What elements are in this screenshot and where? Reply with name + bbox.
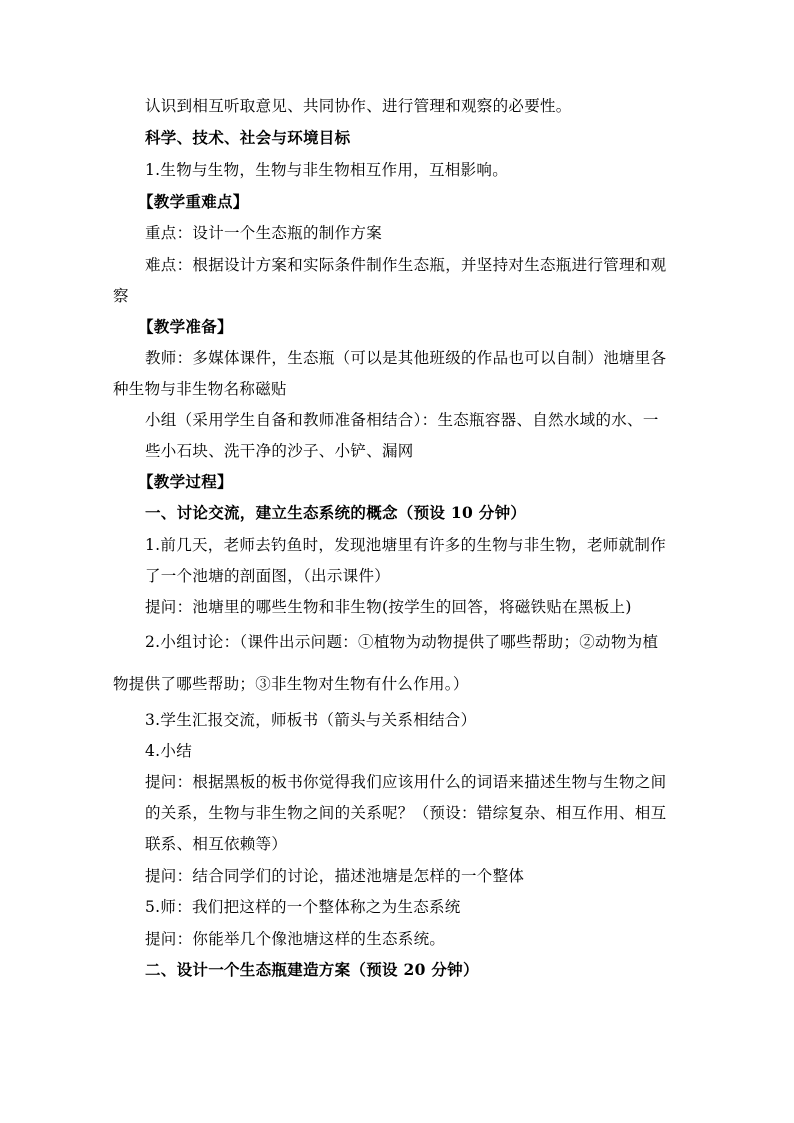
text-line: 物提供了哪些帮助；③非生物对生物有什么作用。） xyxy=(113,675,469,693)
text-line: 3.学生汇报交流，师板书（箭头与关系相结合） xyxy=(145,711,477,729)
text-line: 察 xyxy=(113,287,129,305)
text-line: 联系、相互依赖等） xyxy=(145,835,288,853)
section-heading: 二、设计一个生态瓶建造方案（预设 20 分钟） xyxy=(145,960,479,979)
section-heading: 科学、技术、社会与环境目标 xyxy=(145,128,351,147)
text-line: 小组（采用学生自备和教师准备相结合）：生态瓶容器、自然水域的水、一 xyxy=(145,411,659,429)
text-line: 提问：你能举几个像池塘这样的生态系统。 xyxy=(145,930,446,948)
text-line: 种生物与非生物名称磁贴 xyxy=(113,380,287,398)
text-line: 1.生物与生物，生物与非生物相互作用，互相影响。 xyxy=(145,161,508,179)
section-heading: 【教学准备】 xyxy=(138,317,233,336)
text-line: 难点：根据设计方案和实际条件制作生态瓶，并坚持对生态瓶进行管理和观 xyxy=(145,256,667,274)
section-heading: 【教学重难点】 xyxy=(138,192,249,211)
section-heading: 【教学过程】 xyxy=(138,472,233,491)
text-line: 了一个池塘的剖面图，（出示课件） xyxy=(145,567,391,585)
text-line: 重点：设计一个生态瓶的制作方案 xyxy=(145,224,383,242)
section-heading: 一、讨论交流，建立生态系统的概念（预设 10 分钟） xyxy=(145,503,527,522)
text-line: 教师：多媒体课件，生态瓶（可以是其他班级的作品也可以自制）池塘里各 xyxy=(145,349,667,367)
text-line: 4.小结 xyxy=(145,742,192,760)
text-line: 些小石块、洗干净的沙子、小铲、漏网 xyxy=(145,442,414,460)
text-line: 提问：结合同学们的讨论，描述池塘是怎样的一个整体 xyxy=(145,867,525,885)
text-line: 5.师：我们把这样的一个整体称之为生态系统 xyxy=(145,898,461,916)
text-line: 2.小组讨论：（课件出示问题：①植物为动物提供了哪些帮助；②动物为植 xyxy=(145,633,659,651)
text-line: 提问：池塘里的哪些生物和非生物(按学生的回答，将磁铁贴在黑板上) xyxy=(145,598,632,616)
text-line: 的关系，生物与非生物之间的关系呢？（预设：错综复杂、相互作用、相互 xyxy=(145,804,667,822)
text-line: 1.前几天，老师去钓鱼时，发现池塘里有许多的生物与非生物，老师就制作 xyxy=(145,536,666,554)
text-line: 认识到相互听取意见、共同协作、进行管理和观察的必要性。 xyxy=(145,97,572,115)
text-line: 提问：根据黑板的板书你觉得我们应该用什么的词语来描述生物与生物之间 xyxy=(145,773,667,791)
